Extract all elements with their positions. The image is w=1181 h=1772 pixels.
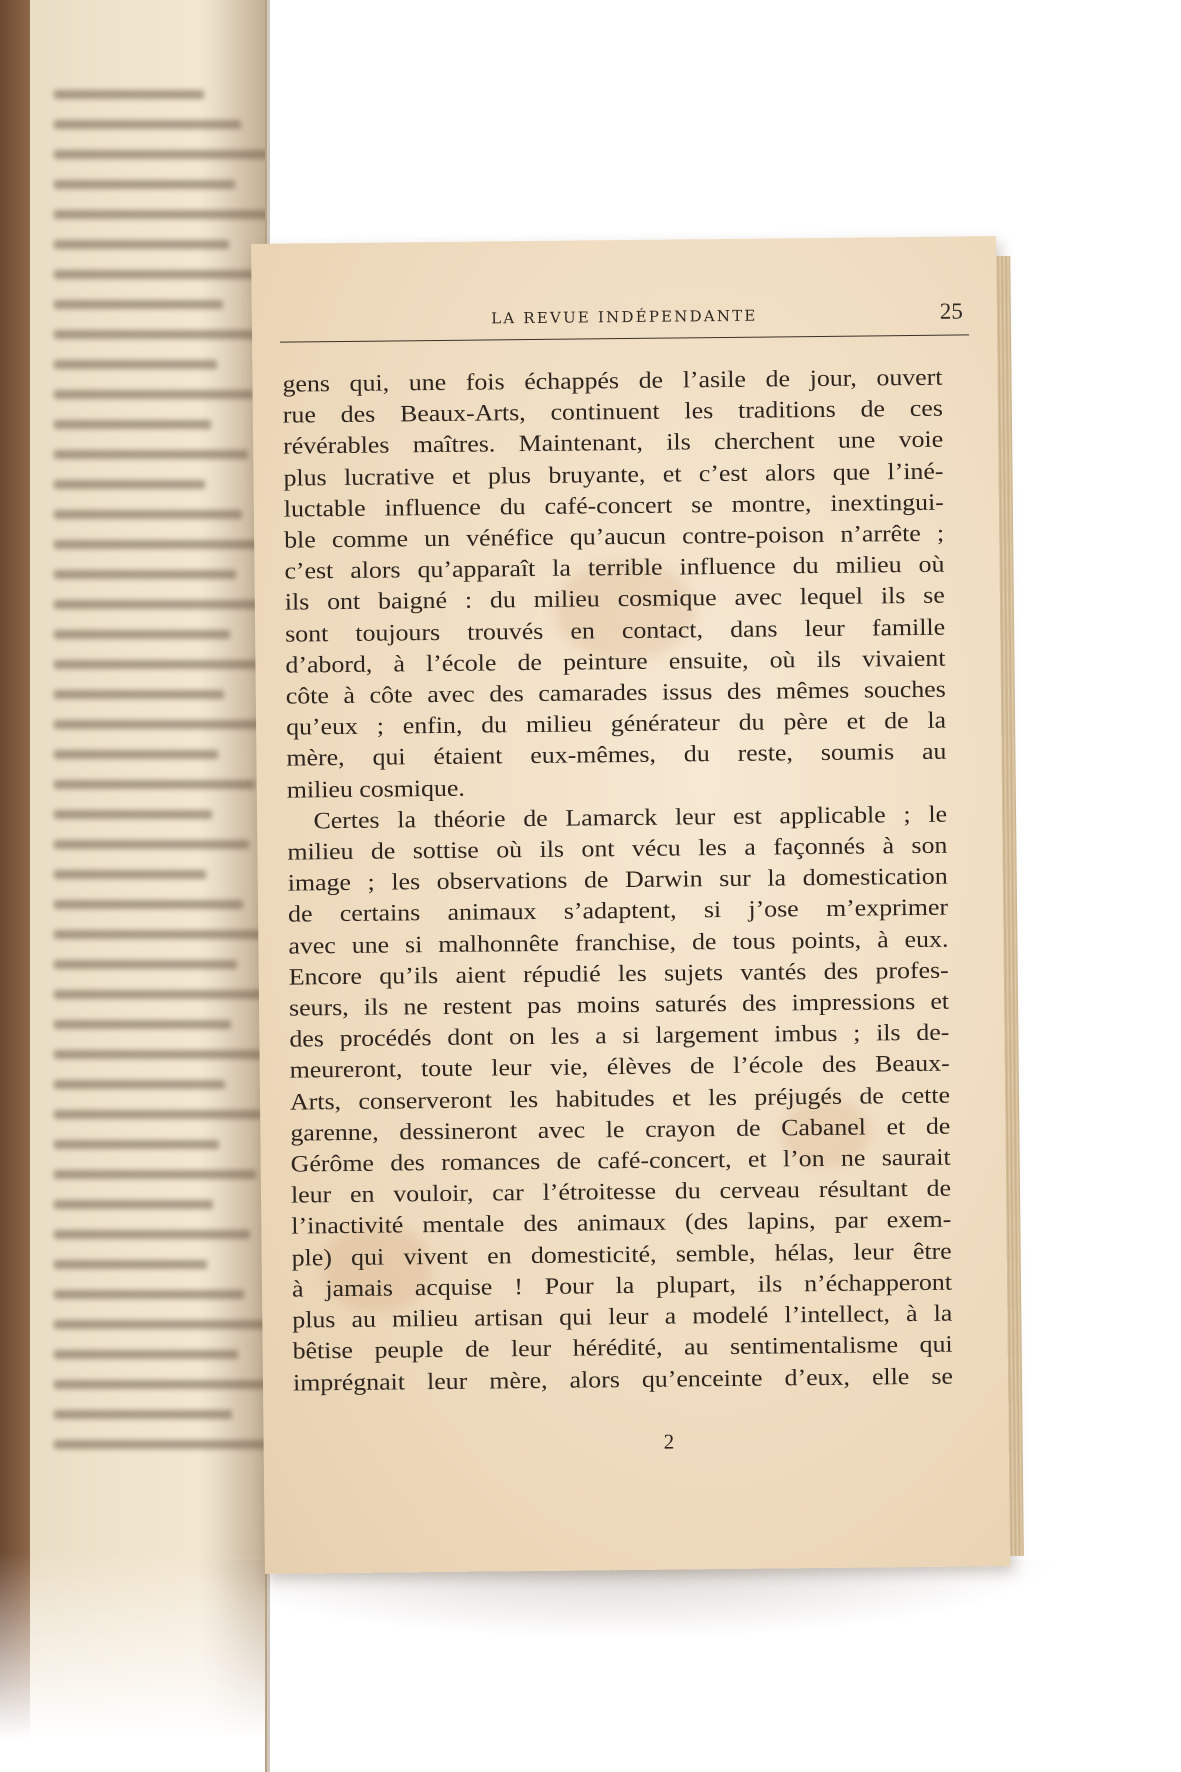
blurred-line xyxy=(54,420,211,429)
text-line: plus lucrative et plus bruyante, et c’est alors que l’iné- xyxy=(283,458,944,492)
body-text xyxy=(282,363,953,1400)
text-line: Encore qu’ils aient répudié les sujets vantés des profes- xyxy=(288,957,949,991)
blurred-line xyxy=(54,690,224,699)
text-line: avec une si malhonnête franchise, de tous points, à eux. xyxy=(288,926,949,960)
text-line: Certes la théorie de Lamarck leur est applicable ; le xyxy=(313,801,948,835)
text-line: milieu cosmique. xyxy=(286,775,465,804)
running-title: LA REVUE INDÉPENDANTE xyxy=(491,306,758,328)
text-line: ils ont baigné : du milieu cosmique avec lequel ils se xyxy=(284,583,945,617)
text-line: luctable influence du café-concert se montre, inextingui- xyxy=(283,489,944,523)
blurred-line xyxy=(54,480,205,489)
blurred-line xyxy=(54,1140,219,1149)
blurred-line xyxy=(54,90,204,99)
page-stack-edge xyxy=(996,256,1024,1556)
blurred-line xyxy=(54,750,218,759)
text-line: l’inactivité mentale des animaux (des lapins, par exem- xyxy=(291,1207,952,1241)
text-line: bêtise peuple de leur hérédité, au sentimentalisme qui xyxy=(292,1331,953,1365)
text-line: seurs, ils ne restent pas moins saturés des impressions et xyxy=(288,988,950,1022)
right-page xyxy=(251,236,1010,1574)
text-line: plus au milieu artisan qui leur a modelé l’intellect, à la xyxy=(292,1300,953,1334)
text-line: mère, qui étaient eux-mêmes, du reste, soumis au xyxy=(286,739,947,773)
text-line: côte à côte avec des camarades issus des mêmes souches xyxy=(285,676,946,710)
text-line: ble comme un vénéfice qu’aucun contre-poison n’arrête ; xyxy=(284,520,945,554)
blurred-line xyxy=(54,360,217,369)
text-line: révérables maîtres. Maintenant, ils cherchent une voie xyxy=(283,427,944,461)
text-line: à jamais acquise ! Pour la plupart, ils n’échapperont xyxy=(291,1269,953,1303)
text-line: rue des Beaux-Arts, continuent les traditions de ces xyxy=(282,395,943,429)
page-number: 25 xyxy=(939,298,963,324)
text-line: image ; les observations de Darwin sur la domestication xyxy=(287,863,948,897)
blurred-line xyxy=(54,300,223,309)
text-line: imprégnait leur mère, alors qu’enceinte d’eux, elle se xyxy=(292,1363,954,1397)
text-line: garenne, dessineront avec le crayon de Cabanel et de xyxy=(290,1113,951,1147)
text-line: de certains animaux s’adaptent, si j’ose m’exprimer xyxy=(287,895,949,929)
text-line: qu’eux ; enfin, du milieu générateur du père et de la xyxy=(285,707,947,741)
blurred-line xyxy=(54,810,212,819)
text-line: milieu de sottise où ils ont vécu les a façonnés à son xyxy=(287,832,948,866)
signature-mark: 2 xyxy=(663,1429,675,1454)
text-line: sont toujours trouvés en contact, dans leur famille xyxy=(285,614,946,648)
text-line: gens qui, une fois échappés de l’asile de jour, ouvert xyxy=(282,364,943,398)
text-line: c’est alors qu’apparaît la terrible influence du milieu où xyxy=(284,551,945,585)
blurred-line xyxy=(54,1200,213,1209)
text-line: Arts, conserveront les habitudes et les préjugés de cette xyxy=(289,1082,951,1116)
text-line: des procédés dont on les a si largement imbus ; ils de- xyxy=(289,1019,950,1053)
text-line: meureront, toute leur vie, élèves de l’école des Beaux- xyxy=(289,1051,950,1085)
text-line: ple) qui vivent en domesticité, semble, hélas, leur être xyxy=(291,1238,952,1272)
text-line: d’abord, à l’école de peinture ensuite, où ils vivaient xyxy=(285,645,946,679)
text-line: leur en vouloir, car l’étroitesse du cerveau résultant de xyxy=(290,1175,952,1209)
running-head xyxy=(280,294,969,342)
text-line: Gérôme des romances de café-concert, et l’on ne saurait xyxy=(290,1144,951,1178)
blurred-line xyxy=(54,870,206,879)
blurred-line xyxy=(54,1260,207,1269)
